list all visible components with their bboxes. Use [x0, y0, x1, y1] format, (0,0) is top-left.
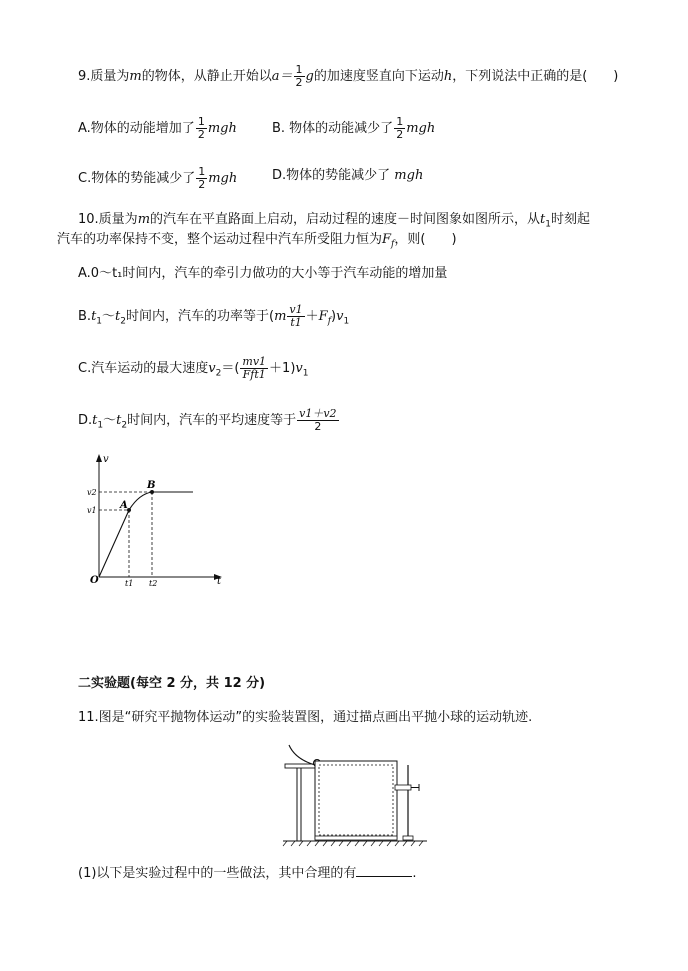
projectile-apparatus-diagram	[281, 743, 431, 847]
t1-label: t1	[125, 579, 134, 588]
point-a-label: A	[120, 500, 128, 511]
q10-stem-line1: 10.质量为m的汽车在平直路面上启动，启动过程的速度－时间图象如图所示，从$t_1$时刻起	[78, 212, 591, 230]
q10-stem-line2: 汽车的功率保持不变，整个运动过程中汽车所受阻力恒为$F_f$，则( )	[57, 232, 457, 250]
section-title: 二实验题(每空 2 分，共 12 分)	[78, 676, 266, 691]
board-frame	[315, 761, 397, 839]
point-b-label: B	[147, 480, 156, 491]
stand-base	[403, 836, 413, 840]
q9-option-c: C.物体的势能减少了 $\frac{1}{2}$ mgh	[78, 165, 238, 191]
v-axis-arrow	[96, 454, 102, 462]
clamp	[395, 785, 411, 790]
q11-subquestion-1: (1)以下是实验过程中的一些做法，其中合理的有 .	[78, 866, 417, 881]
q10-option-b: $B.t_1\sim t_2$时间内，汽车的功率等于(m $\frac{v1}{t1}$ $+F_f)v_1$	[78, 303, 350, 329]
slope-track	[289, 745, 315, 765]
q10-option-d: $D.t_1\sim t_2$时间内，汽车的平均速度等于 $\frac{v1+v2}{2}$	[78, 407, 337, 433]
t2-label: t2	[149, 579, 158, 588]
t-axis-label: t	[217, 576, 222, 587]
answer-blank[interactable]	[356, 864, 412, 877]
q9-option-a: A.物体的动能增加了 $\frac{1}{2}$ mgh	[78, 115, 237, 141]
board-base	[315, 836, 397, 840]
q11-stem: 11.图是“研究平抛物体运动”的实验装置图，通过描点画出平抛小球的运动轨迹.	[78, 710, 533, 725]
q9-option-b: B. 物体的动能减少了 $\frac{1}{2}$ mgh	[272, 115, 436, 141]
q10-option-c: C.汽车运动的最大速度$v_2=$( $\frac{mv1}{\text{Fft1}}$ $+1)v_1$	[78, 355, 309, 381]
ground-hatch	[283, 841, 423, 846]
fraction-half: $\frac{1}{2}$	[295, 63, 303, 89]
v2-label: v2	[87, 488, 97, 497]
q9-option-d: D.物体的势能减少了 mgh	[272, 168, 424, 183]
origin-label: O	[90, 575, 99, 586]
v-axis-label: v	[103, 454, 109, 465]
velocity-curve	[99, 492, 193, 577]
velocity-time-graph	[85, 452, 245, 592]
q10-option-a: A.0～t₁时间内，汽车的牵引力做功的大小等于汽车动能的增加量	[78, 266, 448, 281]
v1-label: v1	[87, 506, 97, 515]
q9-stem: 9.质量为m的物体，从静止开始以a＝ $\frac{1}{2}$ g的加速度竖直向下运动h，下列说法中正确的是( )	[78, 63, 619, 89]
